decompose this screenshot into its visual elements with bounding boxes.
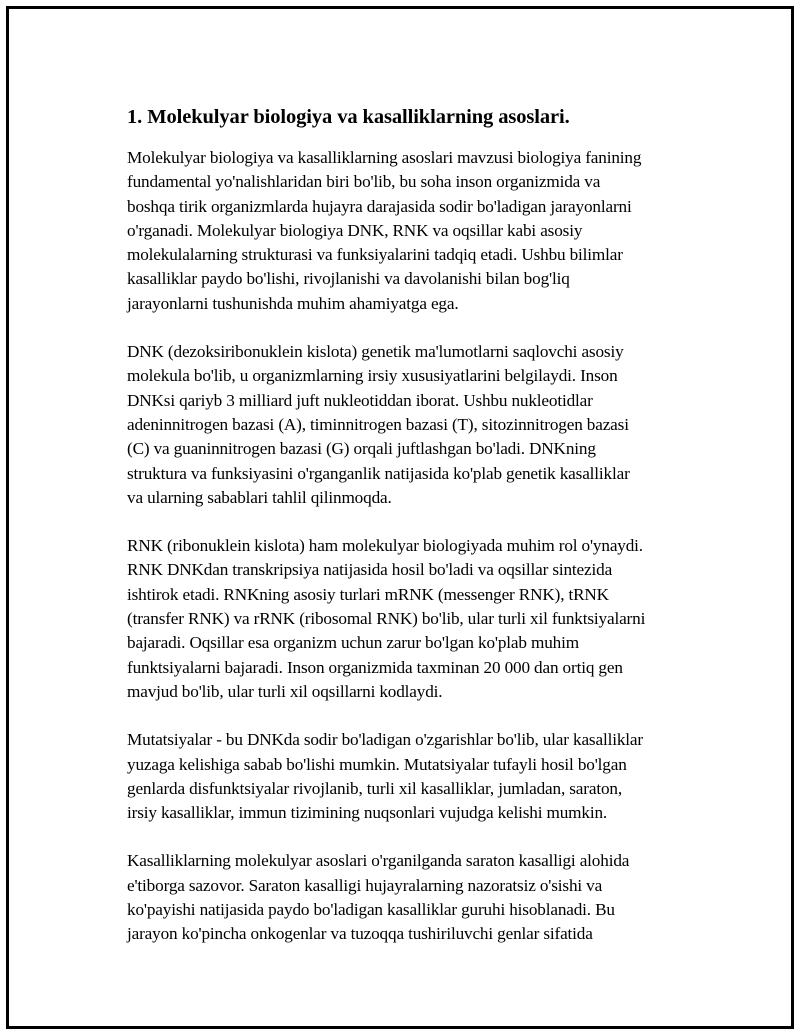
- text-line: bajaradi. Oqsillar esa organizm uchun zarur bo'lgan ko'plab muhim: [127, 633, 579, 653]
- text-line: ishtirok etadi. RNKning asosiy turlari mRNK (messenger RNK), tRNK: [127, 584, 609, 604]
- text-line: irsiy kasalliklar, immun tizimining nuqsonlari vujudga kelishi mumkin.: [127, 803, 608, 823]
- page-frame: [6, 6, 794, 1029]
- text-line: boshqa tirik organizmlarda hujayra darajasida sodir bo'ladigan jarayonlarni: [127, 196, 632, 216]
- body-paragraph: [127, 146, 703, 316]
- text-line: Kasalliklarning molekulyar asoslari o'rganilganda saraton kasalligi alohida: [127, 851, 630, 871]
- text-line: va ularning sabablari tahlil qilinmoqda.: [127, 487, 392, 507]
- body-paragraph: [127, 849, 703, 946]
- text-line: molekula bo'lib, u organizmlarning irsiy xususiyatlarini belgilaydi. Inson: [127, 366, 618, 386]
- text-line: adeninnitrogen bazasi (A), timinnitrogen bazasi (T), sitozinnitrogen bazasi: [127, 414, 629, 434]
- text-line: kasalliklar paydo bo'lishi, rivojlanishi va davolanishi bilan bog'liq: [127, 269, 570, 289]
- text-line: molekulalarning strukturasi va funksiyalarini tadqiq etadi. Ushbu bilimlar: [127, 245, 623, 265]
- text-line: (transfer RNK) va rRNK (ribosomal RNK) bo'lib, ular turli xil funktsiyalarni: [127, 609, 646, 629]
- text-line: yuzaga kelishiga sabab bo'lishi mumkin. Mutatsiyalar tufayli hosil bo'lgan: [127, 754, 627, 774]
- text-line: jarayonlarni tushunishda muhim ahamiyatga ega.: [127, 293, 459, 313]
- text-line: DNK (dezoksiribonuklein kislota) genetik ma'lumotlarni saqlovchi asosiy: [127, 342, 624, 362]
- text-line: RNK (ribonuklein kislota) ham molekulyar biologiyada muhim rol o'ynaydi.: [127, 536, 643, 556]
- text-line: jarayon ko'pincha onkogenlar va tuzoqqa tushiriluvchi genlar sifatida: [127, 924, 593, 944]
- text-line: fundamental yo'nalishlaridan biri bo'lib, bu soha inson organizmida va: [127, 172, 601, 192]
- text-line: funktsiyalarni bajaradi. Inson organizmida taxminan 20 000 dan ortiq gen: [127, 657, 623, 677]
- text-line: ko'payishi natijasida paydo bo'ladigan kasalliklar guruhi hisoblanadi. Bu: [127, 900, 615, 920]
- text-line: struktura va funksiyasini o'rganganlik natijasida ko'plab genetik kasalliklar: [127, 463, 630, 483]
- text-line: mavjud bo'lib, ular turli xil oqsillarni kodlaydi.: [127, 681, 443, 701]
- body-paragraph: [127, 728, 703, 825]
- text-line: RNK DNKdan transkripsiya natijasida hosil bo'ladi va oqsillar sintezida: [127, 560, 613, 580]
- text-line: Mutatsiyalar - bu DNKda sodir bo'ladigan o'zgarishlar bo'lib, ular kasalliklar: [127, 730, 643, 750]
- paragraph-list: [127, 146, 703, 947]
- text-line: e'tiborga sazovor. Saraton kasalligi hujayralarning nazoratsiz o'sishi va: [127, 875, 603, 895]
- document-body: [127, 104, 703, 971]
- body-paragraph: [127, 340, 703, 510]
- text-line: (C) va guaninnitrogen bazasi (G) orqali juftlashgan bo'ladi. DNKning: [127, 439, 596, 459]
- text-line: o'rganadi. Molekulyar biologiya DNK, RNK va oqsillar kabi asosiy: [127, 220, 583, 240]
- section-heading: 1. Molekulyar biologiya va kasalliklarning asoslari.: [127, 106, 570, 128]
- body-paragraph: [127, 534, 703, 704]
- text-line: genlarda disfunktsiyalar rivojlanib, turli xil kasalliklar, jumladan, saraton,: [127, 778, 622, 798]
- text-line: Molekulyar biologiya va kasalliklarning asoslari mavzusi biologiya fanining: [127, 148, 642, 167]
- text-line: DNKsi qariyb 3 milliard juft nukleotiddan iborat. Ushbu nukleotidlar: [127, 390, 593, 410]
